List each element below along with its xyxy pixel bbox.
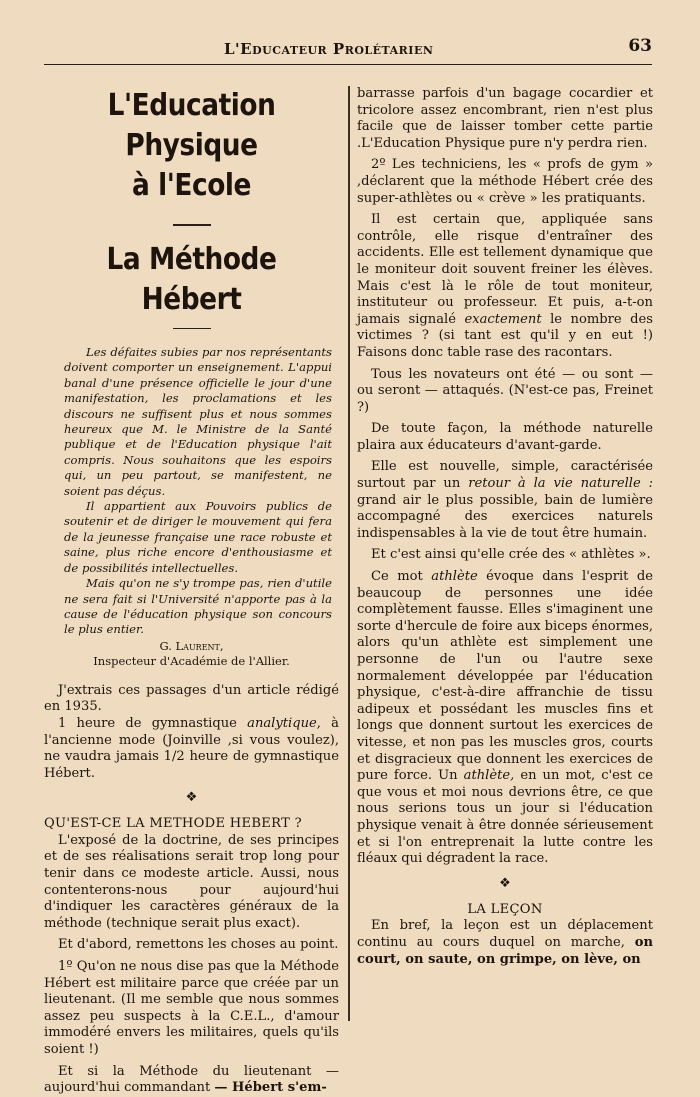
article-title-line1: L'Education Physique — [107, 88, 276, 163]
intro-paragraph: Les défaites subies par nos représentants doivent comporter un enseignement. L'appui banal d'une présence officielle le jour d'une manifestation, les proclamations et les discours ne suffisent plus et nous sommes heureux que M. le Ministre de la Santé publique et de l'Education physique l'ait compris. Nous souhaitons que les espoirs qui, un peu partout, se manifestent, ne soient pas déçus. — [64, 345, 332, 498]
intro-quote — [44, 345, 339, 638]
paragraph: En bref, la leçon est un déplacement continu au cours duquel on marche, on court, on saute, on grimpe, on lève, on — [357, 918, 653, 967]
paragraph: Tous les novateurs ont été — ou sont — ou seront — attaqués. (N'est-ce pas, Freinet ?) — [357, 366, 653, 415]
intro-paragraph: Mais qu'on ne s'y trompe pas, rien d'utile ne sera fait si l'Université n'apporte pas à la cause de l'éducation physique son concours le plus entier. — [64, 576, 332, 637]
paragraph: De toute façon, la méthode naturelle plaira aux éducateurs d'avant-garde. — [357, 421, 653, 453]
paragraph: 2º Les techniciens, les « profs de gym » ,déclarent que la méthode Hébert crée des super-athlètes ou « crève » les pratiquants. — [357, 157, 653, 206]
column-divider — [348, 86, 350, 1021]
page-number: 63 — [628, 36, 652, 56]
paragraph: Et si la Méthode du lieutenant — aujourd'hui commandant — Hébert s'em- — [44, 1063, 339, 1096]
intro-paragraph: Il appartient aux Pouvoirs publics de soutenir et de diriger le mouvement qui fera de la jeunesse française une race robuste et saine, plus riche encore d'enthousiasme et de possibilités intellectuelles. — [64, 499, 332, 575]
section-heading: LA LEÇON — [467, 901, 543, 917]
paragraph: Ce mot athlète évoque dans l'esprit de beaucoup de personnes une idée complètement fausse. Elles s'imaginent une sorte d'hercule de foire aux biceps énormes, alors qu'un athlète est simplement une personne de l'un ou l'autre sexe normalement développée par l'éducation physique, c'est-à-dire affranchie de tissu adipeux et possédant les muscles fins et longs que donnent surtout les exercices de vitesse, et non pas les muscles gros, courts et disgracieux que donnent les exercices de pure force. Un athlète, en un mot, c'est ce que vous et moi nous devrions être, ce que nous serions tous un jour si l'éducation physique venait à être donnée sérieusement et si l'on entreprenait la lutte contre les fléaux qui dégradent la race. — [357, 569, 654, 867]
paragraph: Il est certain que, appliquée sans contrôle, elle risque d'entraîner des accidents. Elle est tellement dynamique que le moniteur doit souvent freiner les élèves. Mais c'est là le rôle de tout moniteur, instituteur ou professeur. Et puis, a-t-on jamais signalé exactement le nombre des victimes ? (si tant est qu'il y en eut !) Faisons donc table rase des racontars. — [357, 212, 653, 360]
right-column — [357, 86, 653, 968]
paragraph: 1º Qu'on ne nous dise pas que la Méthode Hébert est militaire parce que créée par un lieutenant. (Il me semble que nous sommes assez peu suspects à la C.E.L., d'amour immodéré envers les militaires, quels qu'ils soient !) — [44, 959, 339, 1057]
article-title-line2: à l'Ecole — [132, 168, 251, 203]
paragraph: L'exposé de la doctrine, de ses principes et de ses réalisations serait trop long pour tenir dans ce modeste article. Aussi, nous contenterons-nous pour aujourd'hui d'indiquer les caractères généraux de la méthode (technique serait plus exact). — [44, 832, 339, 931]
paragraph: Et c'est ainsi qu'elle crée des « athlètes ». — [371, 547, 651, 563]
paragraph: Elle est nouvelle, simple, caractérisée surtout par un retour à la vie naturelle : grand air le plus possible, bain de lumière accompagné des exercices naturels indispensables à la vie de tout être humain. — [357, 459, 653, 541]
paragraph: 1 heure de gymnastique analytique, à l'ancienne mode (Joinville ,si vous voulez), ne vaudra jamais 1/2 heure de gymnastique Hébert. — [44, 715, 339, 781]
paragraph: Et d'abord, remettons les choses au point. — [58, 937, 339, 953]
article-subtitle: La Méthode Hébert — [106, 241, 277, 317]
signature-title: Inspecteur d'Académie de l'Allier. — [93, 653, 290, 668]
section-heading: QU'EST-CE LA METHODE HEBERT ? — [44, 816, 302, 832]
paragraph: J'extrais ces passages d'un article rédigé en 1935. — [44, 682, 339, 715]
left-column — [44, 86, 339, 1097]
signature-name: G. Laurent, — [159, 638, 224, 653]
journal-title: L'Educateur Prolétarien — [224, 40, 434, 58]
ornament: ❖ — [499, 875, 511, 891]
running-header — [44, 36, 652, 65]
paragraph: barrasse parfois d'un bagage cocardier et tricolore assez encombrant, rien n'est plus facile que de laisser tomber cette partie .L'Education Physique pure n'y perdra rien. — [357, 86, 653, 151]
ornament: ❖ — [185, 790, 198, 806]
signature — [44, 639, 339, 669]
